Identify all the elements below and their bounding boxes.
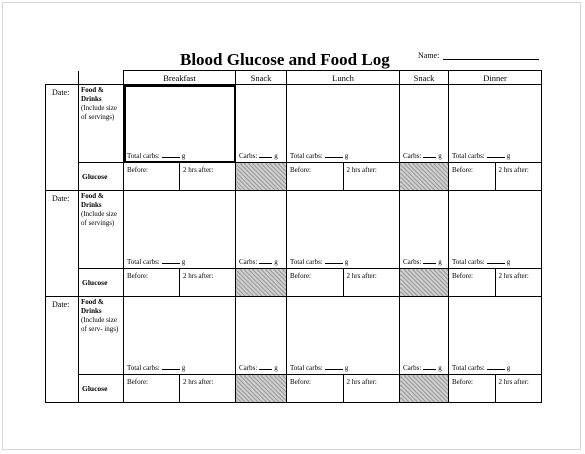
food-row — [46, 191, 542, 269]
after-field[interactable]: 2 hrs after: — [346, 378, 377, 386]
total-carbs-field: Total carbs: g — [127, 258, 186, 266]
food-note: (Include size of servings) — [81, 104, 117, 121]
total-carbs-field: Total carbs: g — [452, 152, 511, 160]
food-title: Food & Drinks — [81, 86, 104, 103]
snack2-glucose-shaded — [400, 375, 449, 403]
carbs-field: Carbs: g — [239, 364, 278, 372]
total-carbs-field: Total carbs: g — [290, 258, 349, 266]
dinner-food-cell[interactable] — [449, 191, 542, 269]
food-title: Food & Drinks — [81, 298, 104, 315]
total-carbs-field: Total carbs: g — [290, 364, 349, 372]
snack1-food-cell[interactable] — [236, 297, 287, 375]
column-snack-1: Snack — [236, 71, 287, 85]
lunch-glucose-cell — [287, 375, 400, 403]
glucose-food-log-table — [45, 70, 542, 403]
breakfast-food-cell[interactable] — [124, 297, 236, 375]
breakfast-food-cell[interactable] — [124, 191, 236, 269]
breakfast-glucose-cell — [124, 375, 236, 403]
carbs-field: Carbs: g — [403, 152, 442, 160]
lunch-food-cell[interactable] — [287, 297, 400, 375]
after-field[interactable]: 2 hrs after: — [498, 272, 529, 280]
snack2-food-cell[interactable] — [400, 297, 449, 375]
after-field[interactable]: 2 hrs after: — [183, 378, 214, 386]
lunch-food-cell[interactable] — [287, 191, 400, 269]
glucose-label: Glucose — [79, 269, 124, 297]
after-field[interactable]: 2 hrs after: — [346, 166, 377, 174]
snack2-food-cell[interactable] — [400, 191, 449, 269]
snack1-food-cell[interactable] — [236, 191, 287, 269]
breakfast-food-cell[interactable] — [124, 85, 236, 163]
snack2-glucose-shaded — [400, 269, 449, 297]
dinner-glucose-cell — [449, 163, 542, 191]
glucose-label: Glucose — [79, 163, 124, 191]
lunch-glucose-cell — [287, 163, 400, 191]
before-field[interactable]: Before: — [449, 375, 495, 402]
header-row — [46, 71, 542, 85]
name-label: Name: — [418, 51, 440, 60]
column-breakfast: Breakfast — [124, 71, 236, 85]
before-field[interactable]: Before: — [287, 375, 343, 402]
date-cell[interactable] — [46, 297, 79, 403]
before-field[interactable]: Before: — [449, 269, 495, 296]
after-field[interactable]: 2 hrs after: — [346, 272, 377, 280]
food-label-cell — [79, 297, 124, 375]
column-snack-2: Snack — [400, 71, 449, 85]
after-field[interactable]: 2 hrs after: — [498, 166, 529, 174]
lunch-food-cell[interactable] — [287, 85, 400, 163]
snack2-glucose-shaded — [400, 163, 449, 191]
before-field[interactable]: Before: — [124, 163, 180, 190]
snack2-food-cell[interactable] — [400, 85, 449, 163]
before-field[interactable]: Before: — [124, 375, 180, 402]
date-cell[interactable] — [46, 85, 79, 191]
date-label: Date: — [52, 300, 70, 309]
dinner-food-cell[interactable] — [449, 297, 542, 375]
date-label: Date: — [52, 88, 70, 97]
food-row — [46, 85, 542, 163]
lunch-glucose-cell — [287, 269, 400, 297]
food-label-cell — [79, 191, 124, 269]
snack1-glucose-shaded — [236, 375, 287, 403]
food-label-cell — [79, 85, 124, 163]
dinner-food-cell[interactable] — [449, 85, 542, 163]
page-title: Blood Glucose and Food Log — [180, 50, 390, 69]
after-field[interactable]: 2 hrs after: — [498, 378, 529, 386]
glucose-row — [46, 269, 542, 297]
snack1-glucose-shaded — [236, 163, 287, 191]
before-field[interactable]: Before: — [449, 163, 495, 190]
column-lunch: Lunch — [287, 71, 400, 85]
after-field[interactable]: 2 hrs after: — [183, 272, 214, 280]
breakfast-glucose-cell — [124, 163, 236, 191]
carbs-field: Carbs: g — [239, 152, 278, 160]
total-carbs-field: Total carbs: g — [127, 364, 186, 372]
glucose-label: Glucose — [79, 375, 124, 403]
before-field[interactable]: Before: — [287, 269, 343, 296]
glucose-row — [46, 375, 542, 403]
dinner-glucose-cell — [449, 375, 542, 403]
snack1-glucose-shaded — [236, 269, 287, 297]
food-title: Food & Drinks — [81, 192, 104, 209]
total-carbs-field: Total carbs: g — [452, 258, 511, 266]
name-field-line[interactable] — [443, 59, 539, 60]
column-dinner: Dinner — [449, 71, 542, 85]
carbs-field: Carbs: g — [403, 364, 442, 372]
carbs-field: Carbs: g — [239, 258, 278, 266]
glucose-row — [46, 163, 542, 191]
carbs-field: Carbs: g — [403, 258, 442, 266]
total-carbs-field: Total carbs: g — [452, 364, 511, 372]
dinner-glucose-cell — [449, 269, 542, 297]
food-note: (Include size of serv- ings) — [81, 316, 119, 333]
total-carbs-field: Total carbs: g — [127, 152, 186, 160]
after-field[interactable]: 2 hrs after: — [183, 166, 214, 174]
before-field[interactable]: Before: — [287, 163, 343, 190]
before-field[interactable]: Before: — [124, 269, 180, 296]
snack1-food-cell[interactable] — [236, 85, 287, 163]
food-note: (Include size of servings) — [81, 210, 117, 227]
date-cell[interactable] — [46, 191, 79, 297]
total-carbs-field: Total carbs: g — [290, 152, 349, 160]
food-row — [46, 297, 542, 375]
breakfast-glucose-cell — [124, 269, 236, 297]
date-label: Date: — [52, 194, 70, 203]
